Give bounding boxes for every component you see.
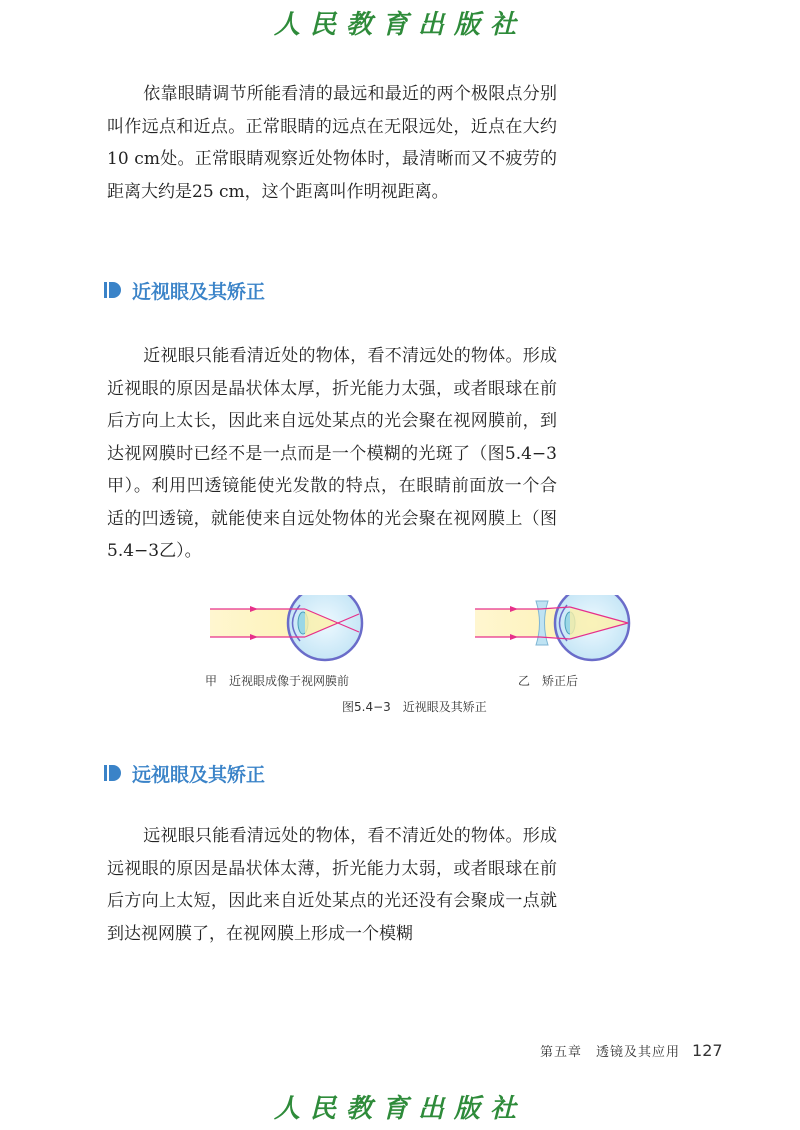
myopic-eye-diagram [210, 595, 362, 660]
figure-caption-left: 甲 近视眼成像于视网膜前 [205, 674, 350, 688]
eye-diagrams [0, 595, 800, 675]
page-footer [540, 1041, 740, 1060]
publisher-logo-top: 人民教育出版社 [273, 10, 526, 40]
figure-myopia [0, 595, 800, 720]
page-number: 127 [692, 1041, 723, 1060]
paragraph-hyperopia [107, 820, 557, 950]
paragraph-near-far-point [107, 78, 557, 208]
publisher-logo-bottom: 人民教育出版社 [273, 1094, 526, 1124]
section-title-hyperopia: 远视眼及其矫正 [132, 763, 266, 786]
section-marker-icon [104, 280, 122, 300]
corrected-eye-diagram [475, 595, 629, 660]
section-title-myopia: 近视眼及其矫正 [132, 280, 266, 303]
paragraph-myopia [107, 340, 557, 568]
paragraph-myopia-text: 近视眼只能看清近处的物体，看不清远处的物体。形成近视眼的原因是晶状体太厚，折光能力太强，或者眼球在前后方向上太长，因此来自远处某点的光会聚在视网膜前，到达视网膜时已经不是一点而是一个模糊的光斑了（图5.4−3甲）。利用凹透镜能使光发散的特点，在眼睛前面放一个合适的凹透镜，就能使来自远处物体的光会聚在视网膜上（图5.4−3乙）。 [107, 346, 557, 561]
section-header-myopia [104, 276, 265, 304]
paragraph-near-far-point-text: 依靠眼睛调节所能看清的最远和最近的两个极限点分别叫作远点和近点。正常眼睛的远点在无限远处，近点在大约10 cm处。正常眼睛观察近处物体时，最清晰而又不疲劳的距离大约是25 cm，这个距离叫作明视距离。 [107, 84, 557, 202]
figure-main-caption: 图5.4−3 近视眼及其矫正 [342, 700, 487, 714]
chapter-label: 第五章 透镜及其应用 [540, 1045, 681, 1060]
section-marker-icon [104, 763, 122, 783]
section-header-hyperopia [104, 759, 265, 787]
paragraph-hyperopia-text: 远视眼只能看清远处的物体，看不清近处的物体。形成远视眼的原因是晶状体太薄，折光能力太弱，或者眼球在前后方向上太短，因此来自近处某点的光还没有会聚成一点就到达视网膜了，在视网膜上形成一个模糊 [107, 826, 557, 944]
figure-caption-right: 乙 矫正后 [518, 674, 579, 688]
